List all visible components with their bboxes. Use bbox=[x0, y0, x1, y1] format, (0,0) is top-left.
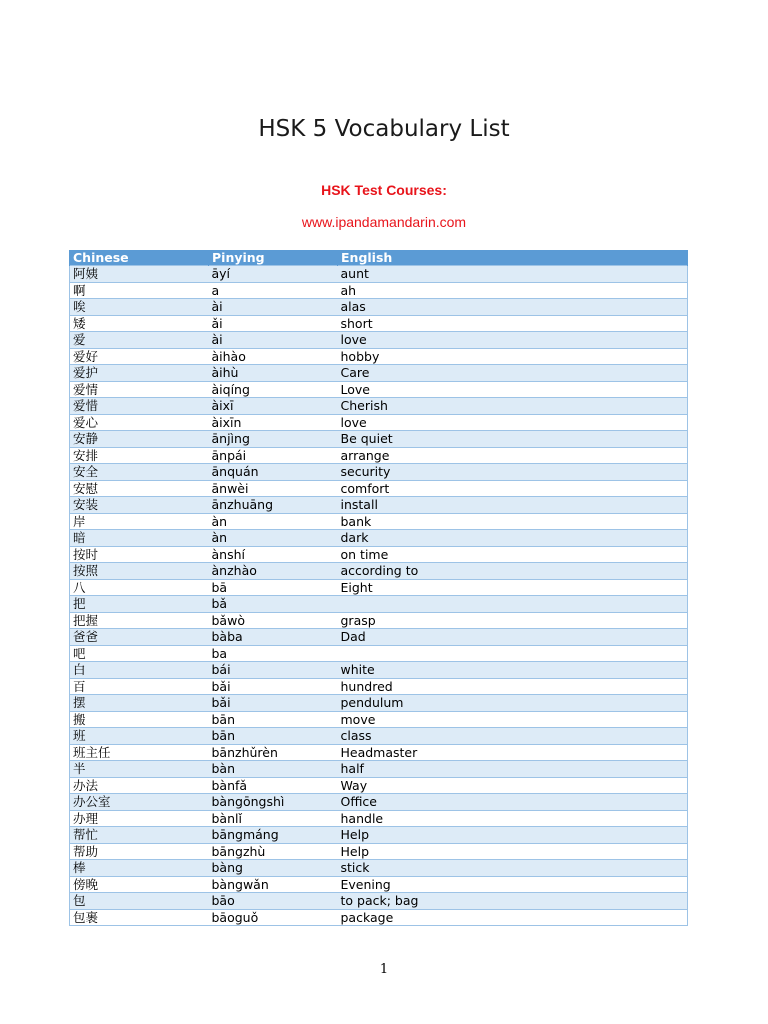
cell-chinese: 吧 bbox=[70, 645, 209, 662]
cell-chinese: 安全 bbox=[70, 464, 209, 481]
cell-chinese: 把握 bbox=[70, 612, 209, 629]
cell-pinyin: bàn bbox=[209, 761, 338, 778]
cell-english: pendulum bbox=[338, 695, 688, 712]
table-row bbox=[70, 282, 688, 299]
cell-english: security bbox=[338, 464, 688, 481]
cell-pinyin: àihào bbox=[209, 348, 338, 365]
cell-chinese: 岸 bbox=[70, 513, 209, 530]
cell-pinyin: bǎwò bbox=[209, 612, 338, 629]
cell-english: Headmaster bbox=[338, 744, 688, 761]
cell-pinyin: ānjìng bbox=[209, 431, 338, 448]
cell-english: arrange bbox=[338, 447, 688, 464]
cell-pinyin: ānzhuāng bbox=[209, 497, 338, 514]
cell-pinyin: àihù bbox=[209, 365, 338, 382]
table-row bbox=[70, 678, 688, 695]
cell-chinese: 帮忙 bbox=[70, 827, 209, 844]
column-header-chinese: Chinese bbox=[70, 250, 209, 266]
table-row bbox=[70, 299, 688, 316]
cell-chinese: 傍晚 bbox=[70, 876, 209, 893]
table-row bbox=[70, 876, 688, 893]
cell-english: half bbox=[338, 761, 688, 778]
cell-chinese: 班 bbox=[70, 728, 209, 745]
table-row bbox=[70, 645, 688, 662]
cell-pinyin: bā bbox=[209, 579, 338, 596]
table-header-row bbox=[70, 250, 688, 266]
cell-english: Love bbox=[338, 381, 688, 398]
cell-english: comfort bbox=[338, 480, 688, 497]
cell-english: dark bbox=[338, 530, 688, 547]
cell-pinyin: àn bbox=[209, 530, 338, 547]
table-row bbox=[70, 612, 688, 629]
cell-chinese: 白 bbox=[70, 662, 209, 679]
cell-pinyin: a bbox=[209, 282, 338, 299]
cell-pinyin: ānquán bbox=[209, 464, 338, 481]
page-number: 1 bbox=[379, 962, 389, 977]
cell-english: Help bbox=[338, 843, 688, 860]
cell-english bbox=[338, 596, 688, 613]
cell-pinyin: bāoguǒ bbox=[209, 909, 338, 926]
table-row bbox=[70, 464, 688, 481]
cell-english: Cherish bbox=[338, 398, 688, 415]
cell-chinese: 爱情 bbox=[70, 381, 209, 398]
cell-pinyin: bāo bbox=[209, 893, 338, 910]
cell-chinese: 包裹 bbox=[70, 909, 209, 926]
cell-english: according to bbox=[338, 563, 688, 580]
cell-chinese: 爸爸 bbox=[70, 629, 209, 646]
table-row bbox=[70, 431, 688, 448]
cell-english: stick bbox=[338, 860, 688, 877]
cell-pinyin: ānpái bbox=[209, 447, 338, 464]
cell-chinese: 百 bbox=[70, 678, 209, 695]
cell-pinyin: bàng bbox=[209, 860, 338, 877]
document-title: HSK 5 Vocabulary List bbox=[258, 116, 510, 142]
table-row bbox=[70, 827, 688, 844]
cell-chinese: 爱惜 bbox=[70, 398, 209, 415]
table-row bbox=[70, 348, 688, 365]
cell-chinese: 爱 bbox=[70, 332, 209, 349]
table-row bbox=[70, 893, 688, 910]
cell-chinese: 安静 bbox=[70, 431, 209, 448]
cell-english: Eight bbox=[338, 579, 688, 596]
table-row bbox=[70, 480, 688, 497]
table-row bbox=[70, 332, 688, 349]
table-row bbox=[70, 744, 688, 761]
table-row bbox=[70, 315, 688, 332]
vocabulary-rows bbox=[70, 266, 688, 926]
cell-english: Care bbox=[338, 365, 688, 382]
website-link[interactable]: www.ipandamandarin.com bbox=[301, 214, 467, 230]
table-row bbox=[70, 530, 688, 547]
cell-english: ah bbox=[338, 282, 688, 299]
cell-pinyin: bānzhǔrèn bbox=[209, 744, 338, 761]
cell-english: short bbox=[338, 315, 688, 332]
cell-chinese: 把 bbox=[70, 596, 209, 613]
cell-pinyin: ànzhào bbox=[209, 563, 338, 580]
table-row bbox=[70, 447, 688, 464]
cell-pinyin: ànshí bbox=[209, 546, 338, 563]
cell-pinyin: ba bbox=[209, 645, 338, 662]
cell-pinyin: bái bbox=[209, 662, 338, 679]
cell-english: Evening bbox=[338, 876, 688, 893]
cell-chinese: 办公室 bbox=[70, 794, 209, 811]
cell-pinyin: àixīn bbox=[209, 414, 338, 431]
cell-pinyin: bànfǎ bbox=[209, 777, 338, 794]
table-row bbox=[70, 398, 688, 415]
cell-pinyin: bāngmáng bbox=[209, 827, 338, 844]
table-row bbox=[70, 365, 688, 382]
cell-english: grasp bbox=[338, 612, 688, 629]
cell-pinyin: bān bbox=[209, 728, 338, 745]
cell-chinese: 唉 bbox=[70, 299, 209, 316]
cell-chinese: 班主任 bbox=[70, 744, 209, 761]
cell-pinyin: ài bbox=[209, 332, 338, 349]
cell-chinese: 包 bbox=[70, 893, 209, 910]
table-row bbox=[70, 843, 688, 860]
cell-chinese: 安装 bbox=[70, 497, 209, 514]
column-header-pinyin: Pinying bbox=[209, 250, 338, 266]
table-row bbox=[70, 794, 688, 811]
cell-chinese: 爱护 bbox=[70, 365, 209, 382]
cell-english: Be quiet bbox=[338, 431, 688, 448]
table-row bbox=[70, 810, 688, 827]
cell-english: move bbox=[338, 711, 688, 728]
cell-pinyin: ǎi bbox=[209, 315, 338, 332]
cell-english: white bbox=[338, 662, 688, 679]
cell-chinese: 办法 bbox=[70, 777, 209, 794]
table-row bbox=[70, 381, 688, 398]
cell-english: handle bbox=[338, 810, 688, 827]
cell-english: Office bbox=[338, 794, 688, 811]
cell-chinese: 矮 bbox=[70, 315, 209, 332]
table-row bbox=[70, 728, 688, 745]
cell-english: Dad bbox=[338, 629, 688, 646]
cell-english: aunt bbox=[338, 266, 688, 283]
cell-chinese: 按照 bbox=[70, 563, 209, 580]
cell-english: bank bbox=[338, 513, 688, 530]
cell-pinyin: bànlǐ bbox=[209, 810, 338, 827]
table-row bbox=[70, 860, 688, 877]
vocabulary-table bbox=[69, 250, 688, 926]
cell-english: Way bbox=[338, 777, 688, 794]
cell-pinyin: bān bbox=[209, 711, 338, 728]
cell-chinese: 按时 bbox=[70, 546, 209, 563]
cell-chinese: 半 bbox=[70, 761, 209, 778]
cell-chinese: 安排 bbox=[70, 447, 209, 464]
cell-english: Help bbox=[338, 827, 688, 844]
courses-subtitle: HSK Test Courses: bbox=[321, 182, 447, 198]
table-row bbox=[70, 563, 688, 580]
cell-chinese: 办理 bbox=[70, 810, 209, 827]
table-row bbox=[70, 513, 688, 530]
table-row bbox=[70, 629, 688, 646]
cell-chinese: 棒 bbox=[70, 860, 209, 877]
table-row bbox=[70, 497, 688, 514]
cell-pinyin: bàngōngshì bbox=[209, 794, 338, 811]
table-row bbox=[70, 711, 688, 728]
cell-english bbox=[338, 645, 688, 662]
cell-chinese: 爱好 bbox=[70, 348, 209, 365]
cell-pinyin: āyí bbox=[209, 266, 338, 283]
cell-pinyin: ānwèi bbox=[209, 480, 338, 497]
table-row bbox=[70, 414, 688, 431]
cell-pinyin: àixī bbox=[209, 398, 338, 415]
cell-chinese: 爱心 bbox=[70, 414, 209, 431]
cell-pinyin: bāngzhù bbox=[209, 843, 338, 860]
cell-chinese: 安慰 bbox=[70, 480, 209, 497]
cell-english: hobby bbox=[338, 348, 688, 365]
table-row bbox=[70, 695, 688, 712]
cell-english: hundred bbox=[338, 678, 688, 695]
cell-pinyin: àiqíng bbox=[209, 381, 338, 398]
cell-chinese: 帮助 bbox=[70, 843, 209, 860]
cell-english: class bbox=[338, 728, 688, 745]
table-row bbox=[70, 546, 688, 563]
cell-pinyin: bǎi bbox=[209, 678, 338, 695]
cell-chinese: 搬 bbox=[70, 711, 209, 728]
table-row bbox=[70, 909, 688, 926]
cell-pinyin: bàba bbox=[209, 629, 338, 646]
cell-english: to pack; bag bbox=[338, 893, 688, 910]
cell-chinese: 摆 bbox=[70, 695, 209, 712]
column-header-english: English bbox=[338, 250, 688, 266]
cell-pinyin: bǎi bbox=[209, 695, 338, 712]
cell-chinese: 暗 bbox=[70, 530, 209, 547]
cell-english: on time bbox=[338, 546, 688, 563]
table-row bbox=[70, 266, 688, 283]
cell-chinese: 八 bbox=[70, 579, 209, 596]
cell-chinese: 啊 bbox=[70, 282, 209, 299]
table-row bbox=[70, 777, 688, 794]
cell-english: install bbox=[338, 497, 688, 514]
cell-pinyin: àn bbox=[209, 513, 338, 530]
cell-pinyin: bǎ bbox=[209, 596, 338, 613]
table-row bbox=[70, 662, 688, 679]
cell-pinyin: bàngwǎn bbox=[209, 876, 338, 893]
cell-pinyin: ài bbox=[209, 299, 338, 316]
table-row bbox=[70, 579, 688, 596]
cell-english: love bbox=[338, 332, 688, 349]
table-row bbox=[70, 761, 688, 778]
cell-chinese: 阿姨 bbox=[70, 266, 209, 283]
cell-english: alas bbox=[338, 299, 688, 316]
cell-english: love bbox=[338, 414, 688, 431]
cell-english: package bbox=[338, 909, 688, 926]
table-row bbox=[70, 596, 688, 613]
